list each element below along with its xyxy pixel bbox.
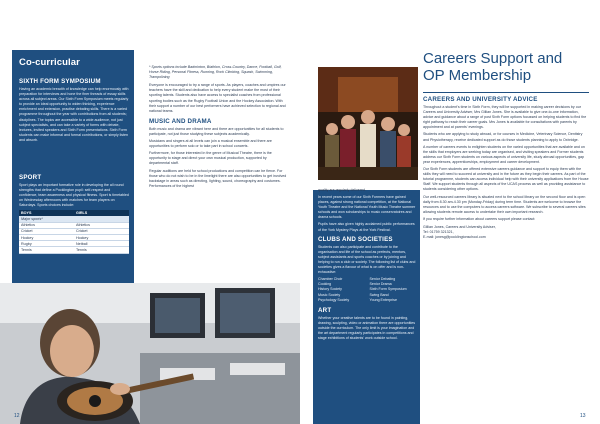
sports-note: * Sports options include Badminton, Biathlon, Cross-Country, Dance, Football, Golf, Horse Riding, Personal Fitness, Running, Rock Climbing, Squash, Swimming, Trampolining (149, 65, 282, 80)
girls-header: GIRLS (74, 210, 129, 216)
careers-p6: If you require further information about careers support please contact: (423, 216, 536, 221)
table-cell: Hockey (74, 235, 129, 241)
guitar-student-photo (0, 283, 300, 424)
drama-production-photo (318, 67, 418, 180)
table-cell: Netball (74, 241, 129, 247)
table-cell: Athletics (74, 222, 129, 228)
title-line-2: OP Membership (423, 67, 532, 85)
contact-block (423, 225, 589, 240)
clubs-title: CLUBS AND SOCIETIES (318, 235, 393, 243)
music-p4: Regular auditions are held for school productions and competition can be fierce. For those who do not wish to be in the limelight there are also opportunities to get involved backstage in areas such as directing, lighting, sound, choreography and costumes. Performances of the highest (149, 168, 287, 188)
contact-name: Gillian Jones, Careers and University Adviser, (423, 224, 496, 229)
careers-column (423, 96, 589, 240)
sports-body: Everyone is encouraged to try a range of sports. As players, coaches and umpires our teachers have the skill and dedication to help every student make the most of their sporting talents. Students also have access to specialist coaches from professional sporting bodies such as the Rugby Football Union and the Hockey Association. With their support a number of our best performers have achieved selection to regional and national teams. (149, 83, 286, 113)
list-item: History Society (318, 287, 342, 292)
music-title: MUSIC AND DRAMA (149, 117, 212, 125)
middle-column (149, 65, 287, 189)
sixth-form-body: Having an academic breadth of knowledge can help enormously with preparation for interviews and hone the finer threads of essay skills across all subject areas. Our Sixth Form Symposium meets regularly to provide an ideal opportunity to widen thinking, experience enrichment and extension, practise debating skills. There is a varied programme throughout the year with contributions from all students; disciplines. The topics are accessible to a wide audience, not just subject specialists, and can take a variety of forms with debate, lectures, invited speakers and Sixth Form presentations. Sixth Form students can make informal and formal contributions, or simply listen and absorb. (19, 87, 129, 142)
sixth-form-title: SIXTH FORM SYMPOSIUM (19, 78, 101, 85)
table-cell: Athletics (19, 222, 74, 228)
title-line-1: Careers Support and (423, 50, 563, 67)
careers-p5: Our well-resourced careers library is situated next to the school library on the second floor and is open daily from 8.30 am-4.30 pm (Monday-Friday) during term time. Students are welcome to browse the resources and to use the computers to access careers software. We subscribe to several careers sites allowing students remote access to undertake their own important research. (423, 194, 586, 214)
list-item: Young Enterprise (369, 297, 397, 302)
careers-title: CAREERS AND UNIVERSITY ADVICE (423, 96, 538, 103)
list-item: Senior Debating (369, 277, 396, 282)
music-p1: Both music and drama are vibrant here and there are opportunities for all students to participate, not just those studying these subjects academically. (149, 126, 284, 136)
sport-body: Sport plays an important formative role in developing the all round strengths that define a Pocklington pupil: self-respect and confidence, team awareness and physical fitness. Sport is timetabled on Wednesday afternoons with matches for team players on Saturdays. Sports choices include: (19, 183, 129, 208)
list-item: Senior Drama (369, 282, 392, 287)
art-title: ART (318, 306, 332, 314)
careers-p2: Students who are applying to study abroad, or for courses in Medicine, Veterinary Science, Dentistry and Physiotherapy, receive dedicated support as do those students planning to apply to Oxbridge. (423, 132, 583, 142)
clubs-body: Students can also participate and contribute to the organisation and life of the school as prefects, mentors, subject assistants and sports coaches or by joining and helping to run a club or society. The following list of clubs and societies gives a flavour of what is on offer and is non-exhaustive: (318, 244, 416, 275)
list-item: Cooking (318, 282, 332, 287)
table-cell: Cricket (19, 228, 74, 234)
list-item: Music Society (318, 292, 341, 297)
careers-p1: Throughout a student's time in Sixth Form, they will be supported in making career decisions by our Careers and University Adviser, Mrs Gillian Jones. She is available to give one-to-one information, advice and guidance about a range of post Sixth Form options focussed on helping students to find the right pathway to reach their career goals. Mrs Jones is available for consultations with parents by appointment and at parents' evenings. (423, 105, 587, 130)
page-number-right: 13 (580, 413, 586, 419)
contact-tel: Tel: 01759 321321, (423, 230, 454, 235)
list-item: Swing Band (369, 292, 389, 297)
boys-header: BOYS (19, 210, 74, 216)
major-sports-label: Major sports* (19, 216, 129, 222)
table-row (19, 247, 129, 253)
careers-p3: A number of careers events to enlighten students on the varied opportunities that are available and on the skills that employers are seeking today are organised, and visiting speakers and Former students address our Sixth Form students on various aspects of university life, study abroad opportunities, gap year experiences, apprenticeships, employment and career development. (423, 144, 585, 164)
list-item: Psychology Society (318, 297, 350, 302)
table-cell: Tennis (74, 247, 129, 253)
continuation-p3: Pupils have also given highly acclaimed public performances of the York Mystery Plays at the York Festival. (318, 222, 415, 232)
table-cell: Hockey (19, 235, 74, 241)
clubs-art-column (318, 195, 418, 341)
co-curricular-heading: Co-curricular (19, 57, 80, 68)
music-p2: Musicians and singers at all levels can join a musical ensemble and there are opportunities to perform solo or to take part in school concerts. (149, 139, 272, 149)
sport-title: SPORT (19, 174, 42, 181)
table-cell: Cricket (74, 228, 129, 234)
sport-section (19, 174, 129, 254)
music-p3: Furthermore, for those interested in the genre of Musical Theatre, there is the opportunity to stage and direct your own musical production, supported by departmental staff. (149, 151, 272, 166)
continuation-p2: In recent years some of our Sixth Formers have gained places, against strong national competition, at the National Youth Theatre and the National Youth Music Theatre summer schools and won scholarships to music conservatoires and drama schools. (318, 195, 416, 220)
continuation-p1: quality are regularly delivered. (318, 188, 366, 192)
page-number-left: 12 (14, 413, 20, 419)
art-body: Whether your creative talents are to be found in painting, drawing, sculpting, video or animation there are opportunities outside the curriculum. The only limit is your imagination and the art department regularly participates in competitions and stage exhibitions of students' work outside school. (318, 315, 416, 341)
list-item: Chamber Choir (318, 277, 343, 282)
clubs-list (318, 277, 418, 302)
table-cell: Tennis (19, 247, 74, 253)
page-title (423, 50, 562, 85)
list-item: Sixth Form Symposium (369, 287, 407, 292)
title-rule (423, 92, 589, 93)
sixth-form-section (19, 78, 129, 143)
sports-table (19, 210, 129, 253)
contact-email[interactable]: E-mail: jonesg@pocklingtonschool.com (423, 235, 486, 240)
careers-p4: Our Sixth Form students are offered extensive careers guidance and support to equip them with the skills they will need to succeed at university and in the future as they begin their careers. As part of the tutorial programme, students can access individual help with their university applications from the House Staff. We support students through all aspects of the UCAS process as well as providing assistance to students considering other options. (423, 167, 589, 192)
table-cell: Rugby (19, 241, 74, 247)
